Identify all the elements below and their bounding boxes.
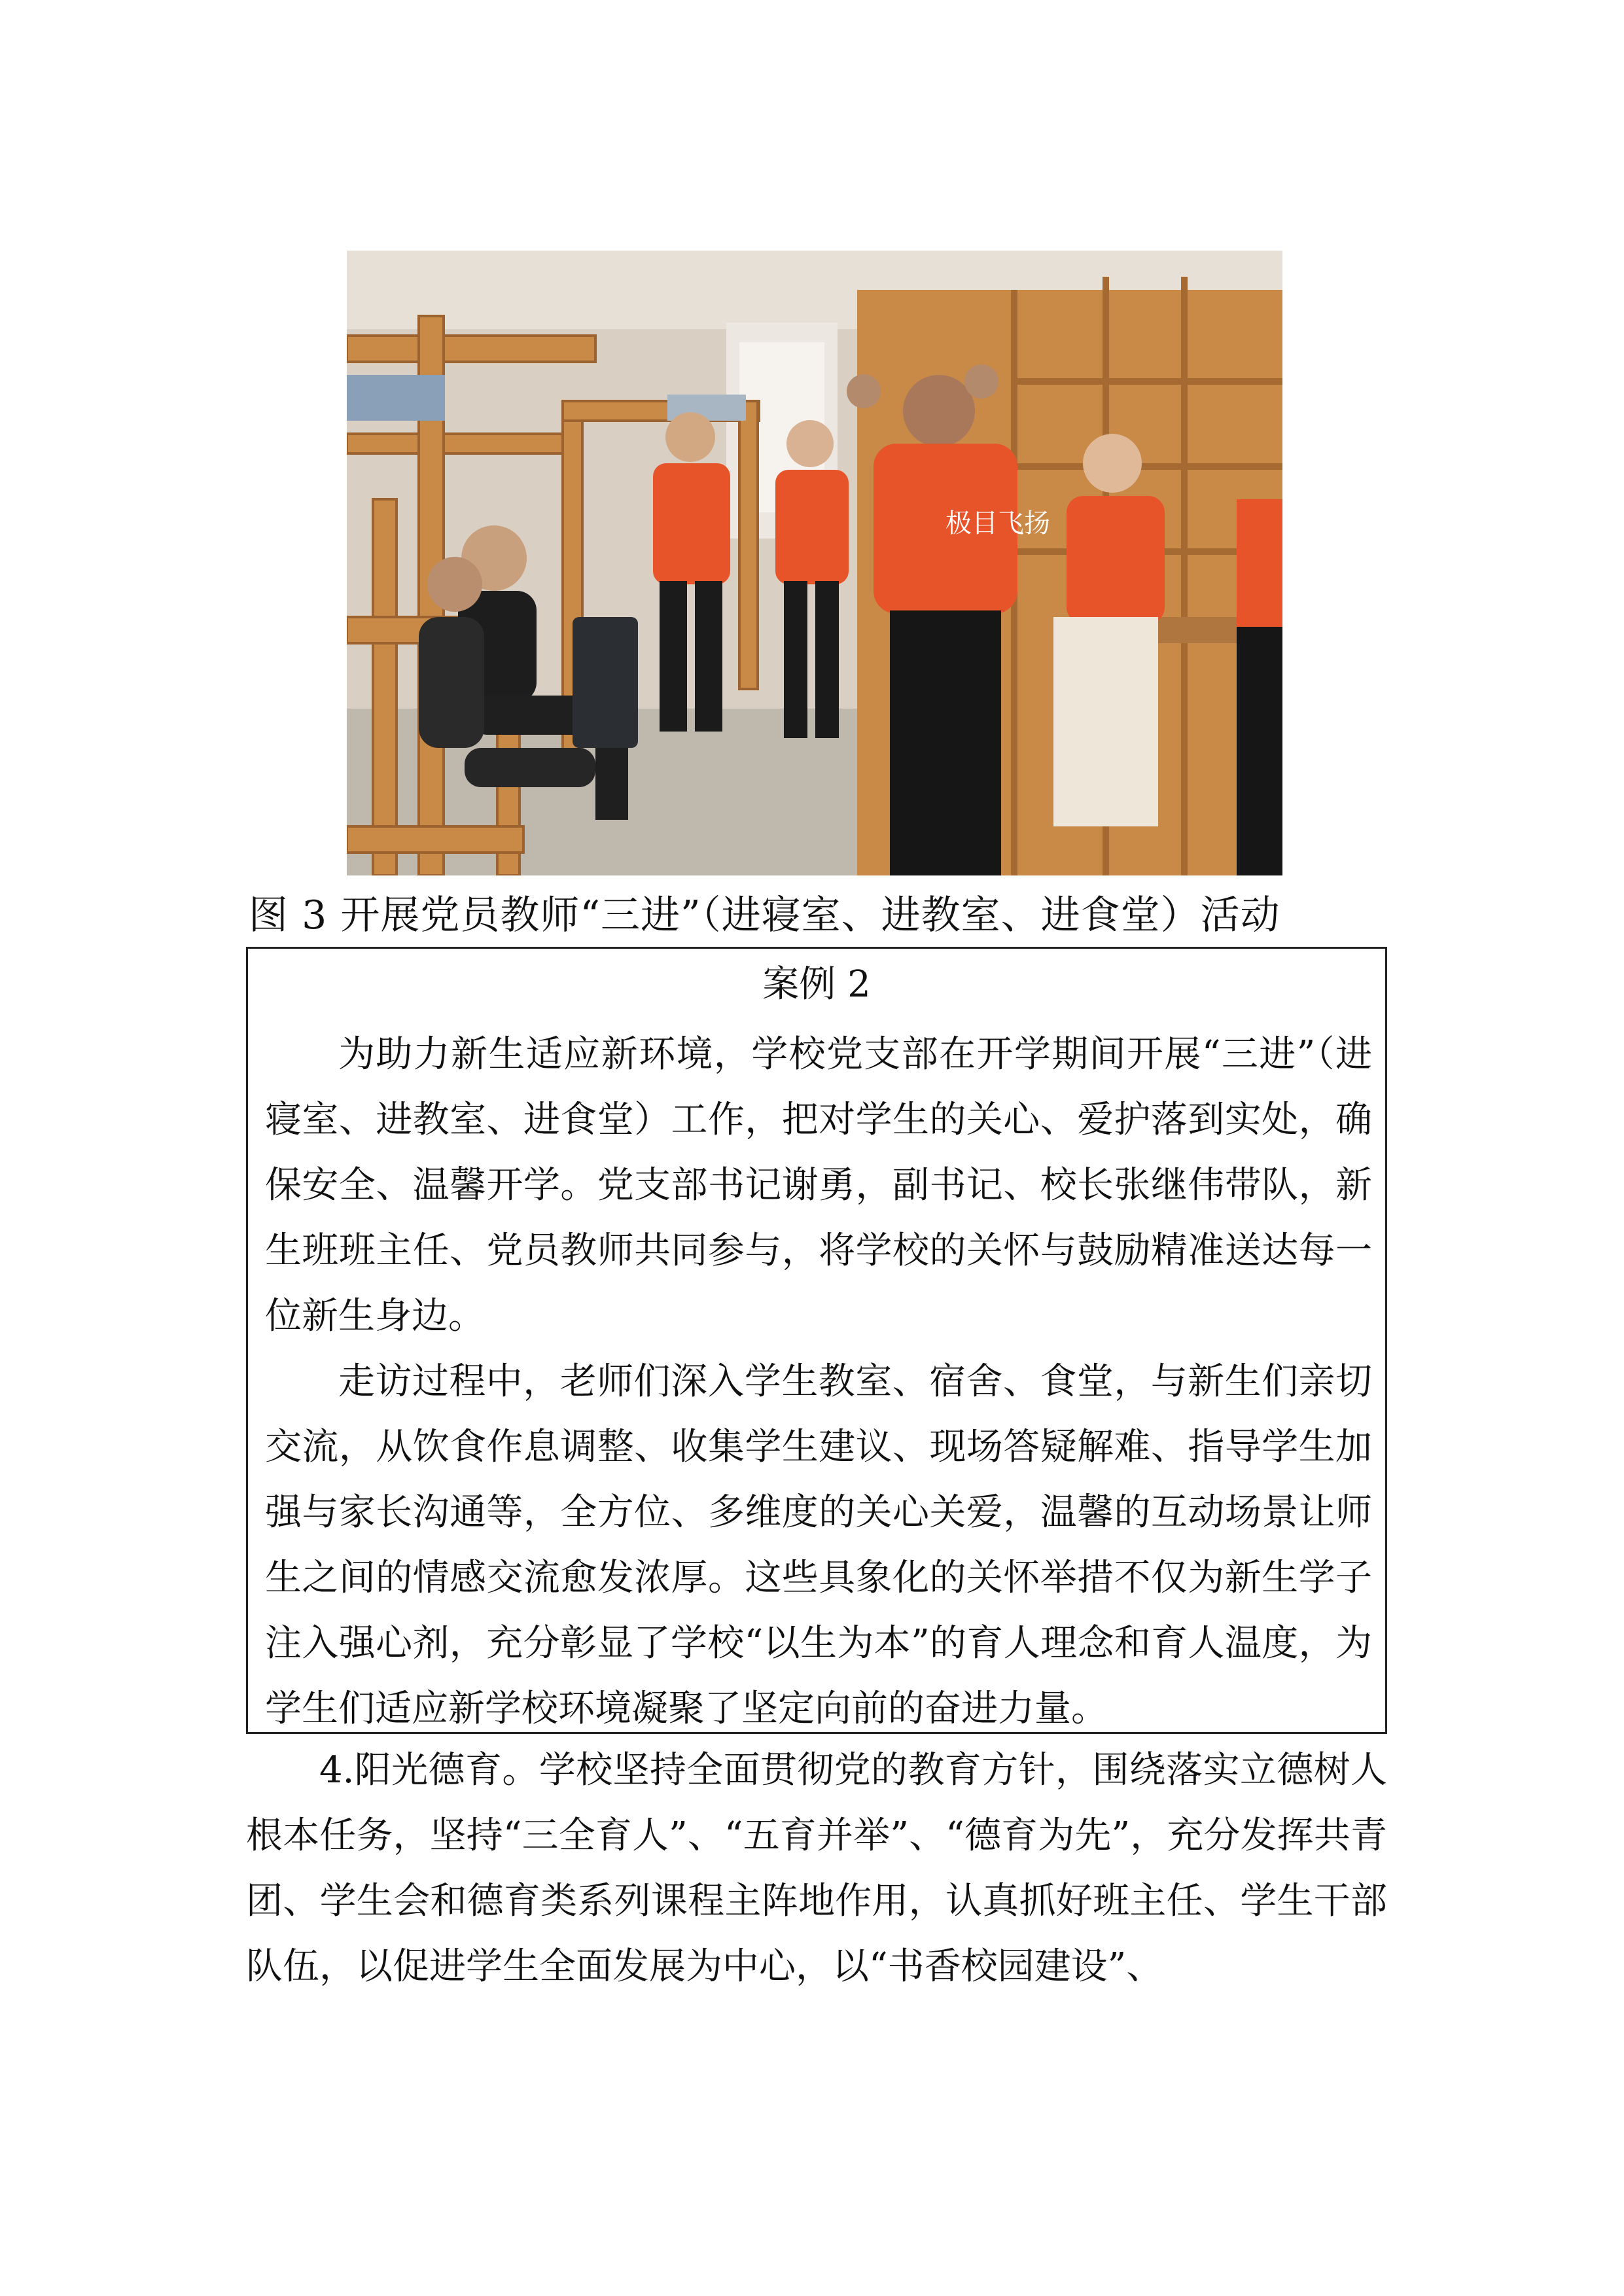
case-paragraph: 走访过程中，老师们深入学生教室、宿舍、食堂，与新生们亲切交流，从饮食作息调整、收集学生建议、现场答疑解难、指导学生加强与家长沟通等，全方位、多维度的关心关爱，温馨的互动场景让师生之间的情感交流愈发浓厚。这些具象化的关怀举措不仅为新生学子注入强心剂，充分彰显了学校“以生为本”的育人理念和育人温度，为学生们适应新学校环境凝聚了坚定向前的奋进力量。 xyxy=(265,1360,1372,1730)
figure-photo xyxy=(347,251,1282,875)
section-paragraph: 4.阳光德育。学校坚持全面贯彻党的教育方针，围绕落实立德树人根本任务，坚持“三全育人”、“五育并举”、“德育为先”，充分发挥共青团、学生会和德育类系列课程主阵地作用，认真抓好班主任、学生干部队伍，以促进学生全面发展为中心，以“书香校园建设”、 xyxy=(246,1749,1387,1988)
case-title: 案例 2 xyxy=(762,963,871,1006)
figure-caption: 图 3 开展党员教师“三进”（进寝室、进教室、进食堂）活动 xyxy=(249,892,1280,938)
case-body xyxy=(265,1022,1372,1742)
shirt-print-text: 极目飞扬 xyxy=(945,508,1050,539)
case-paragraph: 为助力新生适应新环境，学校党支部在开学期间开展“三进”（进寝室、进教室、进食堂）工作，把对学生的关心、爱护落到实处，确保安全、温馨开学。党支部书记谢勇，副书记、校长张继伟带队，新生班班主任、党员教师共同参与，将学校的关怀与鼓励精准送达每一位新生身边。 xyxy=(265,1033,1372,1337)
dormitory-visit-photo xyxy=(347,251,1282,875)
case-box xyxy=(246,947,1387,1734)
section-sunshine-moral-education xyxy=(246,1738,1387,2000)
